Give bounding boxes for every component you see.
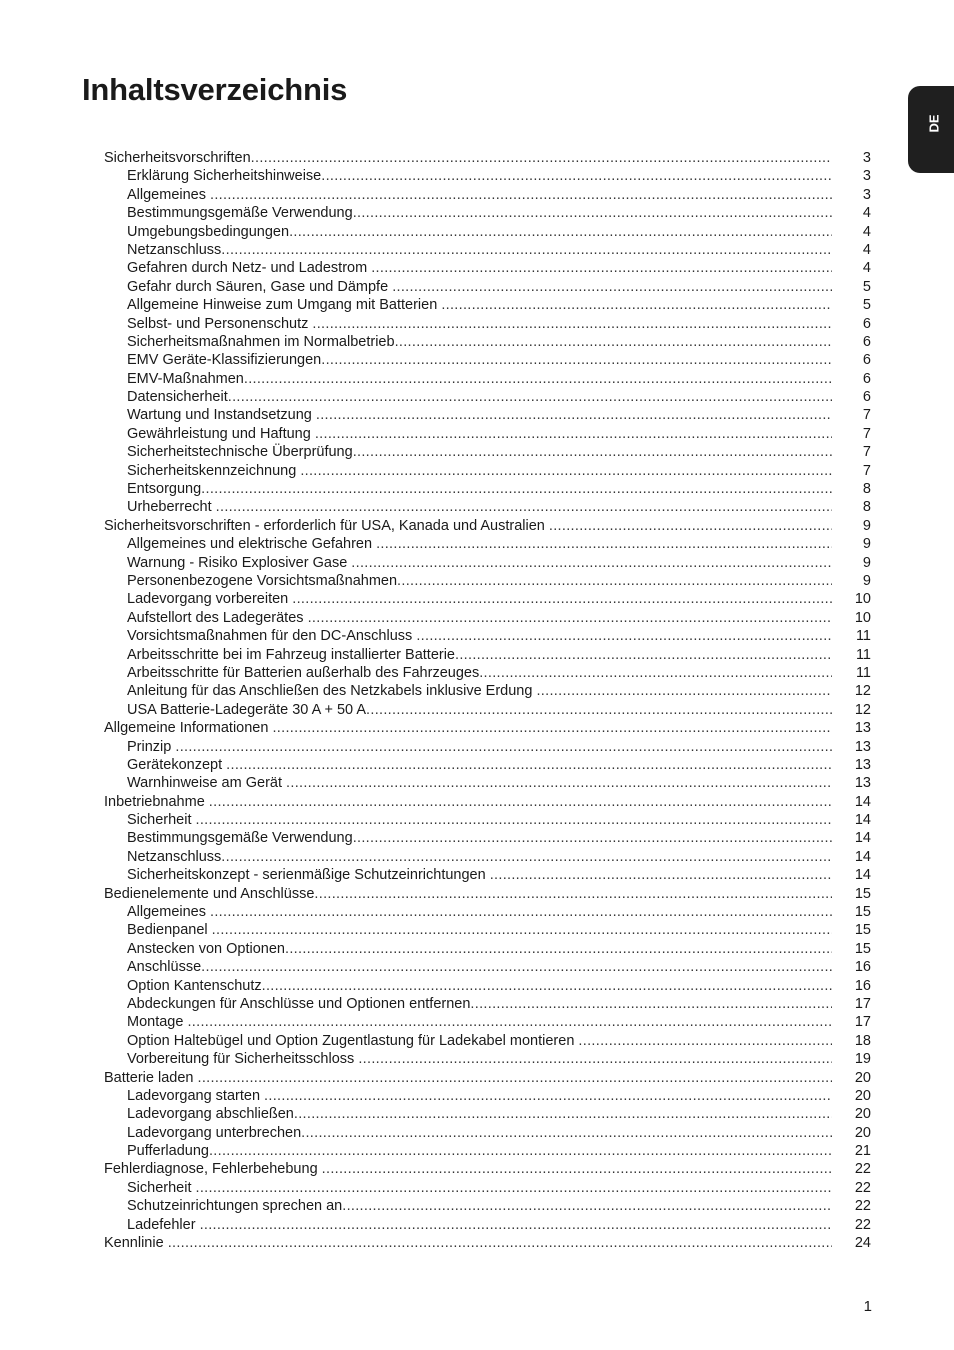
toc-entry-label: Vorbereitung für Sicherheitsschloss .....	[127, 1050, 832, 1068]
toc-entry[interactable]	[0, 756, 954, 774]
toc-entry-label: Aufstellort des Ladegerätes .....	[127, 609, 832, 627]
toc-entry-label: Anschlüsse .....	[127, 958, 832, 976]
toc-entry[interactable]	[0, 646, 954, 664]
toc-entry-label: Sicherheit .....	[127, 811, 832, 829]
toc-entry-page: 7	[862, 444, 871, 461]
toc-entry[interactable]	[0, 1160, 954, 1178]
toc-entry[interactable]	[0, 315, 954, 333]
toc-entry-page: 20	[854, 1087, 871, 1104]
toc-entry-page: 9	[862, 517, 871, 534]
toc-entry[interactable]	[0, 1142, 954, 1160]
toc-entry-page: 20	[854, 1106, 871, 1123]
toc-entry[interactable]	[0, 627, 954, 645]
toc-entry[interactable]	[0, 296, 954, 314]
toc-entry-label: EMV Geräte-Klassifizierungen .....	[127, 351, 832, 369]
toc-entry-page: 7	[862, 425, 871, 442]
toc-entry-page: 13	[854, 756, 871, 773]
toc-entry-label: Allgemeines .....	[127, 186, 832, 204]
toc-entry-page: 15	[854, 922, 871, 939]
toc-entry[interactable]	[0, 572, 954, 590]
toc-entry[interactable]	[0, 903, 954, 921]
toc-entry-label: Abdeckungen für Anschlüsse und Optionen entfernen .....	[127, 995, 832, 1013]
toc-entry-label: Erklärung Sicherheitshinweise .....	[127, 167, 832, 185]
toc-entry[interactable]	[0, 186, 954, 204]
toc-entry-label: Warnhinweise am Gerät .....	[127, 774, 832, 792]
toc-entry[interactable]	[0, 443, 954, 461]
toc-entry-page: 14	[854, 793, 871, 810]
toc-entry-label: Allgemeines und elektrische Gefahren .....	[127, 535, 832, 553]
toc-entry-page: 6	[862, 389, 871, 406]
toc-entry-label: Inbetriebnahme .....	[104, 793, 832, 811]
toc-entry[interactable]	[0, 940, 954, 958]
toc-entry-page: 13	[854, 775, 871, 792]
toc-entry-label: Anleitung für das Anschließen des Netzkabels inklusive Erdung .....	[127, 682, 832, 700]
toc-entry-page: 5	[862, 278, 871, 295]
toc-entry-page: 6	[862, 352, 871, 369]
toc-entry[interactable]	[0, 425, 954, 443]
toc-entry-label: Bedienelemente und Anschlüsse .....	[104, 885, 832, 903]
toc-entry[interactable]	[0, 738, 954, 756]
toc-entry[interactable]	[0, 866, 954, 884]
toc-entry-page: 3	[862, 186, 871, 203]
toc-entry-label: Option Kantenschutz .....	[127, 977, 832, 995]
toc-entry-label: Gerätekonzept .....	[127, 756, 832, 774]
toc-entry-label: Sicherheit .....	[127, 1179, 832, 1197]
toc-entry[interactable]	[0, 1050, 954, 1068]
toc-entry-page: 15	[854, 940, 871, 957]
toc-entry-label: Personenbezogene Vorsichtsmaßnahmen .....	[127, 572, 832, 590]
toc-entry-label: Entsorgung .....	[127, 480, 832, 498]
toc-entry-label: Sicherheitsmaßnahmen im Normalbetrieb .....	[127, 333, 832, 351]
toc-entry-label: Bestimmungsgemäße Verwendung .....	[127, 204, 832, 222]
toc-entry-label: Pufferladung .....	[127, 1142, 832, 1160]
toc-entry-label: Selbst- und Personenschutz .....	[127, 315, 832, 333]
toc-entry-page: 3	[862, 168, 871, 185]
toc-entry[interactable]	[0, 793, 954, 811]
toc-entry-page: 12	[854, 701, 871, 718]
toc-entry-page: 24	[854, 1235, 871, 1252]
toc-entry-page: 9	[862, 572, 871, 589]
toc-entry[interactable]	[0, 829, 954, 847]
toc-entry[interactable]	[0, 1197, 954, 1215]
toc-entry-page: 8	[862, 499, 871, 516]
toc-entry[interactable]	[0, 406, 954, 424]
toc-entry-page: 17	[854, 1014, 871, 1031]
toc-entry[interactable]	[0, 498, 954, 516]
toc-entry[interactable]	[0, 462, 954, 480]
toc-entry-page: 21	[854, 1143, 871, 1160]
toc-entry-label: Batterie laden .....	[104, 1069, 832, 1087]
toc-entry-label: Sicherheitskennzeichnung .....	[127, 462, 832, 480]
toc-entry-label: Anstecken von Optionen .....	[127, 940, 832, 958]
table-of-contents	[0, 149, 954, 1252]
toc-entry[interactable]	[0, 554, 954, 572]
toc-entry-label: Vorsichtsmaßnahmen für den DC-Anschluss .....	[127, 627, 832, 645]
toc-entry-label: Bestimmungsgemäße Verwendung .....	[127, 829, 832, 847]
toc-entry-page: 6	[862, 315, 871, 332]
toc-entry-label: Prinzip .....	[127, 738, 832, 756]
toc-entry[interactable]	[0, 1087, 954, 1105]
toc-entry-label: Sicherheitsvorschriften .....	[104, 149, 832, 167]
toc-entry-page: 8	[862, 481, 871, 498]
toc-entry-label: Netzanschluss .....	[127, 241, 832, 259]
toc-entry-label: Datensicherheit .....	[127, 388, 832, 406]
toc-entry-label: Option Haltebügel und Option Zugentlastung für Ladekabel montieren .....	[127, 1032, 832, 1050]
toc-entry[interactable]	[0, 149, 954, 167]
toc-entry[interactable]	[0, 259, 954, 277]
toc-entry[interactable]	[0, 1069, 954, 1087]
toc-entry-page: 20	[854, 1069, 871, 1086]
toc-entry[interactable]	[0, 1013, 954, 1031]
toc-entry[interactable]	[0, 388, 954, 406]
toc-entry[interactable]	[0, 701, 954, 719]
toc-entry-label: USA Batterie-Ladegeräte 30 A + 50 A .....	[127, 701, 832, 719]
toc-entry-page: 13	[854, 720, 871, 737]
toc-entry[interactable]	[0, 774, 954, 792]
toc-entry-page: 15	[854, 904, 871, 921]
toc-entry-page: 10	[854, 591, 871, 608]
toc-entry[interactable]	[0, 1216, 954, 1234]
toc-entry[interactable]	[0, 1179, 954, 1197]
toc-entry[interactable]	[0, 223, 954, 241]
toc-entry[interactable]	[0, 885, 954, 903]
toc-entry[interactable]	[0, 1105, 954, 1123]
toc-entry[interactable]	[0, 1234, 954, 1252]
toc-entry[interactable]	[0, 921, 954, 939]
toc-entry-label: Bedienpanel .....	[127, 921, 832, 939]
toc-entry[interactable]	[0, 609, 954, 627]
toc-entry[interactable]	[0, 811, 954, 829]
toc-entry-label: EMV-Maßnahmen .....	[127, 370, 832, 388]
toc-entry-page: 22	[854, 1161, 871, 1178]
toc-entry-label: Allgemeines .....	[127, 903, 832, 921]
toc-entry-page: 10	[854, 609, 871, 626]
toc-entry-label: Kennlinie .....	[104, 1234, 832, 1252]
toc-entry-label: Arbeitsschritte für Batterien außerhalb des Fahrzeuges .....	[127, 664, 832, 682]
toc-entry[interactable]	[0, 278, 954, 296]
toc-entry-page: 15	[854, 885, 871, 902]
toc-entry-page: 18	[854, 1032, 871, 1049]
toc-entry[interactable]	[0, 995, 954, 1013]
toc-entry-label: Montage .....	[127, 1013, 832, 1031]
language-tab-label: DE	[926, 114, 942, 133]
toc-entry-page: 22	[854, 1198, 871, 1215]
toc-entry[interactable]	[0, 167, 954, 185]
toc-entry[interactable]	[0, 719, 954, 737]
toc-entry-page: 4	[862, 205, 871, 222]
toc-entry-page: 5	[862, 297, 871, 314]
toc-entry-page: 7	[862, 462, 871, 479]
toc-entry-label: Allgemeine Hinweise zum Umgang mit Batterien .....	[127, 296, 832, 314]
toc-entry-page: 6	[862, 370, 871, 387]
toc-entry-page: 17	[854, 995, 871, 1012]
toc-entry-label: Sicherheitsvorschriften - erforderlich für USA, Kanada und Australien .....	[104, 517, 832, 535]
toc-entry[interactable]	[0, 977, 954, 995]
toc-entry-page: 4	[862, 223, 871, 240]
toc-entry-label: Gewährleistung und Haftung .....	[127, 425, 832, 443]
toc-entry[interactable]	[0, 241, 954, 259]
toc-entry[interactable]	[0, 682, 954, 700]
toc-entry[interactable]	[0, 664, 954, 682]
toc-entry-label: Warnung - Risiko Explosiver Gase .....	[127, 554, 832, 572]
toc-entry-label: Urheberrecht .....	[127, 498, 832, 516]
toc-entry-label: Fehlerdiagnose, Fehlerbehebung .....	[104, 1160, 832, 1178]
toc-entry[interactable]	[0, 480, 954, 498]
toc-entry-label: Schutzeinrichtungen sprechen an .....	[127, 1197, 832, 1215]
toc-entry-page: 22	[854, 1179, 871, 1196]
toc-entry-page: 14	[854, 848, 871, 865]
toc-entry-page: 6	[862, 333, 871, 350]
page-number: 1	[863, 1298, 872, 1315]
toc-entry-page: 16	[854, 959, 871, 976]
toc-entry[interactable]	[0, 1032, 954, 1050]
toc-entry[interactable]	[0, 333, 954, 351]
toc-entry[interactable]	[0, 848, 954, 866]
toc-entry[interactable]	[0, 370, 954, 388]
toc-entry-page: 12	[854, 683, 871, 700]
toc-entry-label: Ladevorgang vorbereiten .....	[127, 590, 832, 608]
toc-entry-page: 11	[855, 646, 871, 663]
toc-entry-page: 14	[854, 812, 871, 829]
toc-entry-label: Sicherheitstechnische Überprüfung .....	[127, 443, 832, 461]
toc-entry[interactable]	[0, 958, 954, 976]
toc-entry-page: 19	[854, 1051, 871, 1068]
toc-entry-page: 13	[854, 738, 871, 755]
toc-entry-label: Ladevorgang starten .....	[127, 1087, 832, 1105]
toc-entry[interactable]	[0, 517, 954, 535]
toc-entry-label: Ladefehler .....	[127, 1216, 832, 1234]
toc-entry[interactable]	[0, 590, 954, 608]
toc-entry-label: Wartung und Instandsetzung .....	[127, 406, 832, 424]
toc-entry-label: Gefahr durch Säuren, Gase und Dämpfe .....	[127, 278, 832, 296]
toc-entry-page: 14	[854, 867, 871, 884]
toc-entry-page: 16	[854, 977, 871, 994]
toc-entry-page: 14	[854, 830, 871, 847]
toc-entry-page: 9	[862, 554, 871, 571]
toc-entry-page: 4	[862, 241, 871, 258]
toc-entry-label: Ladevorgang abschließen .....	[127, 1105, 832, 1123]
toc-entry-page: 9	[862, 536, 871, 553]
toc-entry[interactable]	[0, 351, 954, 369]
toc-entry-page: 11	[855, 628, 871, 645]
toc-entry-label: Netzanschluss .....	[127, 848, 832, 866]
toc-entry[interactable]	[0, 1124, 954, 1142]
toc-entry-label: Gefahren durch Netz- und Ladestrom .....	[127, 259, 832, 277]
toc-entry-page: 11	[855, 664, 871, 681]
toc-entry[interactable]	[0, 535, 954, 553]
toc-entry[interactable]	[0, 204, 954, 222]
toc-entry-page: 4	[862, 260, 871, 277]
toc-entry-label: Umgebungsbedingungen .....	[127, 223, 832, 241]
toc-entry-label: Allgemeine Informationen .....	[104, 719, 832, 737]
toc-entry-label: Arbeitsschritte bei im Fahrzeug installierter Batterie .....	[127, 646, 832, 664]
toc-entry-page: 22	[854, 1216, 871, 1233]
toc-entry-page: 3	[862, 150, 871, 166]
toc-entry-page: 20	[854, 1124, 871, 1141]
toc-entry-page: 7	[862, 407, 871, 424]
toc-entry-label: Sicherheitskonzept - serienmäßige Schutzeinrichtungen .....	[127, 866, 832, 884]
toc-entry-label: Ladevorgang unterbrechen .....	[127, 1124, 832, 1142]
page-title: Inhaltsverzeichnis	[82, 72, 348, 107]
